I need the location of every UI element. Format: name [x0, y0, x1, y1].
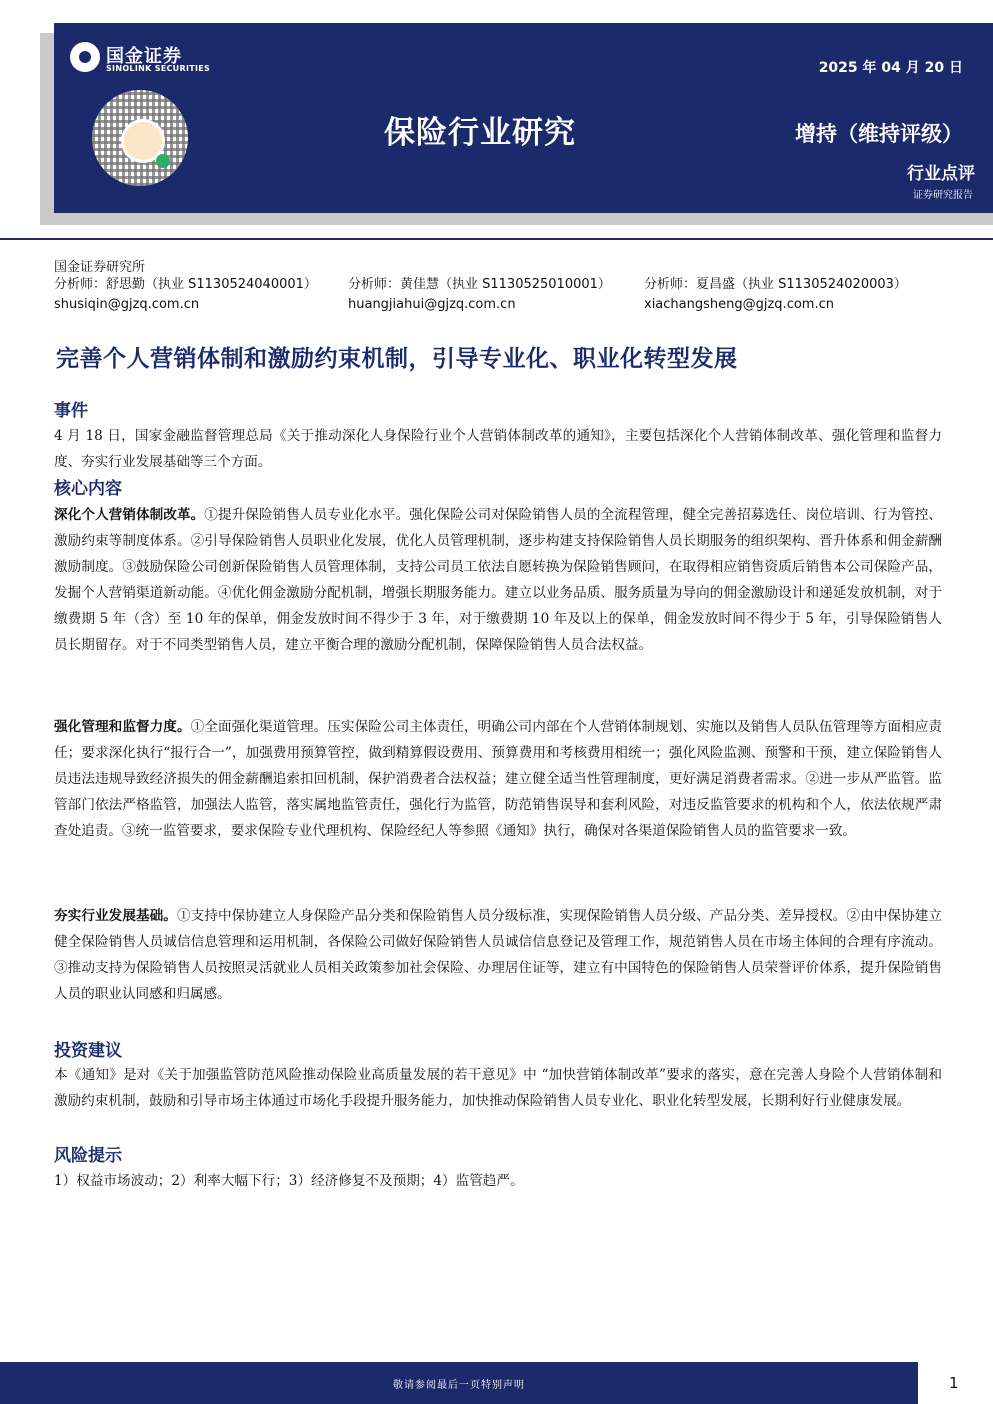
institute-name: 国金证券研究所 [54, 260, 146, 275]
invest-paragraph: 本《通知》是对《关于加强监管防范风险推动保险业高质量发展的若干意见》中 “加快营销体制改革”要求的落实，意在完善人身险个人营销体制和激励约束机制，鼓励和引导市场主体通过市场化手段提升服务能力，加快推动保险销售人员专业化、职业化转型发展，长期利好行业健康发展。 [54, 1067, 942, 1109]
analyst-email[interactable]: xiachangsheng@gjzq.com.cn [644, 297, 834, 312]
qr-code-icon [92, 90, 188, 186]
paragraph-lead: 深化个人营销体制改革。 [54, 507, 205, 523]
section-heading-invest: 投资建议 [54, 1041, 122, 1061]
paragraph-body: ①全面强化渠道管理。压实保险公司主体责任，明确公司内部在个人营销体制规划、实施以及销售人员队伍管理等方面相应责任；要求深化执行“报行合一”，加强费用预算管控，做到精算假设费用、预算费用和考核费用相统一；强化风险监测、预警和干预，建立保险销售人员违法违规导致经济损失的佣金薪酬追索扣回机制，保护消费者合法权益；建立健全适当性管理制度，更好满足消费者需求。②进一步从严监管。监管部门依法严格监管，加强法人监管，落实属地监管责任，强化行为监管，防范销售误导和套利风险，对违反监管要求的机构和个人，依法依规严肃查处追责。③统一监管要求，要求保险专业代理机构、保险经纪人等参照《通知》执行，确保对各渠道保险销售人员的监管要求一致。 [54, 719, 943, 839]
report-type: 行业点评 [907, 164, 975, 184]
footer-notice: 敬请参阅最后一页特别声明 [393, 1380, 525, 1391]
page-number: 1 [949, 1374, 959, 1392]
core-paragraph-supervision [54, 714, 942, 844]
report-headline: 完善个人营销体制和激励约束机制，引导专业化、职业化转型发展 [56, 346, 738, 372]
paragraph-body: ①支持中保协建立人身保险产品分类和保险销售人员分级标准，实现保险销售人员分级、产品分类、差异授权。②由中保协建立健全保险销售人员诚信信息管理和运用机制，各保险公司做好保险销售人员诚信信息登记及管理工作，规范销售人员在市场主体间的合理有序流动。③推动支持为保险销售人员按照灵活就业人员相关政策参加社会保险、办理居住证等，建立有中国特色的保险销售人员荣誉评价体系，提升保险销售人员的职业认同感和归属感。 [54, 908, 943, 1002]
section-heading-risk: 风险提示 [54, 1146, 122, 1166]
analyst-label: 分析师：夏昌盛（执业 S1130524020003） [644, 277, 907, 292]
logo-mark-icon [70, 42, 100, 72]
analyst-info [348, 275, 611, 315]
header-divider [0, 238, 993, 240]
report-date: 2025 年 04 月 20 日 [818, 60, 963, 76]
core-paragraph-foundation [54, 903, 942, 1007]
analyst-label: 分析师：黄佳慧（执业 S1130525010001） [348, 277, 611, 292]
header-banner [54, 23, 993, 213]
paragraph-lead: 夯实行业发展基础。 [54, 908, 177, 924]
section-heading-event: 事件 [54, 401, 88, 421]
mini-program-icon [156, 154, 170, 168]
event-paragraph: 4 月 18 日，国家金融监督管理总局《关于推动深化人身保险行业个人营销体制改革的通知》，主要包括深化个人营销体制改革、强化管理和监督力度、夯实行业发展基础等三个方面。 [54, 428, 942, 470]
analyst-email[interactable]: shusiqin@gjzq.com.cn [54, 297, 200, 312]
paragraph-body: ①提升保险销售人员专业化水平。强化保险公司对保险销售人员的全流程管理，健全完善招募选任、岗位培训、行为管控、激励约束等制度体系。②引导保险销售人员职业化发展，优化人员管理机制，逐步构建支持保险销售人员长期服务的组织架构、晋升体系和佣金薪酬激励制度。③鼓励保险公司创新保险销售人员管理体制，支持公司员工依法自愿转换为保险销售顾问，在取得相应销售资质后销售本公司保险产品，发掘个人营销渠道新动能。④优化佣金激励分配机制，增强长期服务能力。建立以业务品质、服务质量为导向的佣金激励设计和递延发放机制，对于缴费期 5 年（含）至 10 年的保单，佣金发放时间不得少于 3 年，对于缴费期 10 年及以上的保单，佣金发放时间不得少于 5 年，引导保险销售人员长期留存。对于不同类型销售人员，建立平衡合理的激励分配机制，保障保险销售人员合法权益。 [54, 507, 943, 653]
risk-paragraph: 1）权益市场波动；2）利率大幅下行；3）经济修复不及预期；4）监管趋严。 [54, 1173, 524, 1189]
paragraph-lead: 强化管理和监督力度。 [54, 719, 191, 735]
rating: 增持（维持评级） [795, 122, 963, 146]
company-logo [70, 42, 230, 82]
brand-name-en: SINOLINK SECURITIES [106, 64, 211, 73]
report-label: 证券研究报告 [913, 190, 973, 201]
industry-title: 保险行业研究 [384, 115, 576, 151]
brand-name-cn: 国金证券 [106, 46, 182, 67]
section-heading-core: 核心内容 [54, 479, 122, 499]
analyst-label: 分析师：舒思勤（执业 S1130524040001） [54, 277, 317, 292]
analyst-info [54, 275, 317, 315]
core-paragraph-reform [54, 502, 942, 658]
analyst-info [644, 275, 907, 315]
analyst-email[interactable]: huangjiahui@gjzq.com.cn [348, 297, 516, 312]
